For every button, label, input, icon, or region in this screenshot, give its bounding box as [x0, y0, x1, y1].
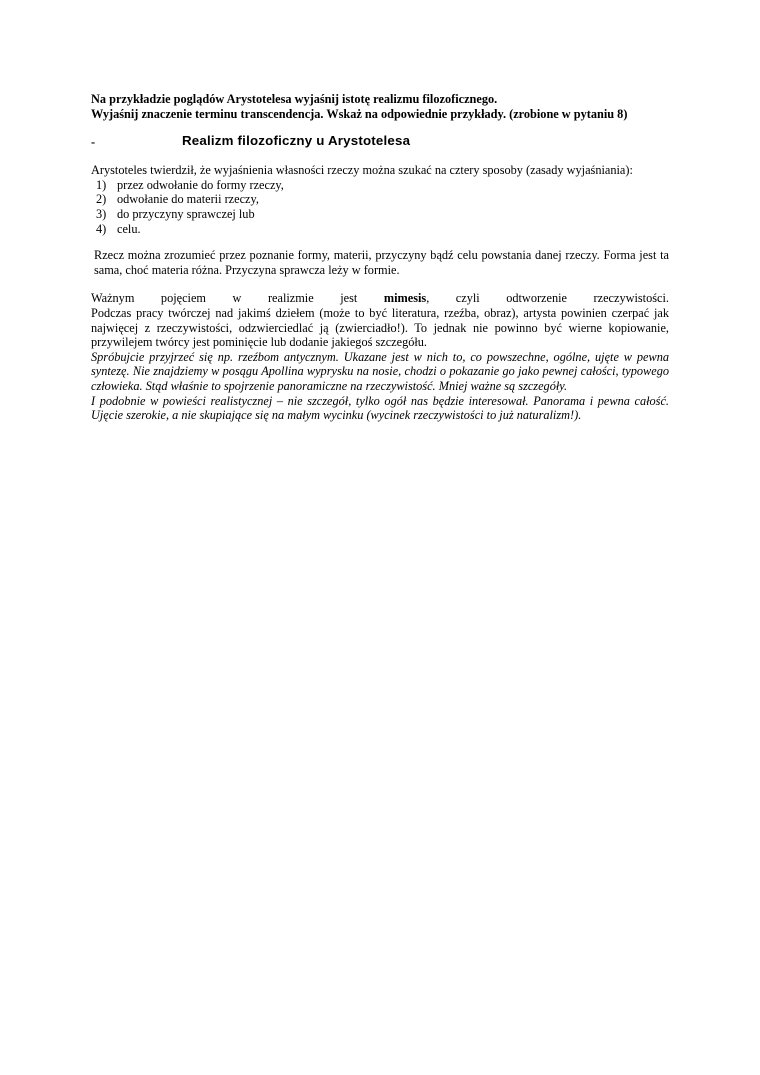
intro-paragraph: Arystoteles twierdził, że wyjaśnienia własności rzeczy można szukać na cztery sposoby (zasady wyjaśniania): [91, 163, 633, 178]
list-number: 3) [96, 206, 107, 221]
question-1: Na przykładzie poglądów Arystotelesa wyjaśnij istotę realizmu filozoficznego. [91, 92, 498, 106]
document-page [91, 92, 669, 423]
italic-paragraph-2: I podobnie w powieści realistycznej – nie szczegół, tylko ogół nas będzie interesował. Panorama i pewna całość. Ujęcie szerokie, a nie skupiające się na małym wycinku (wycinek rzeczywistości to już naturalizm!). [91, 393, 669, 423]
list-item [91, 222, 669, 237]
heading-dash: - [91, 135, 96, 150]
question-2: Wyjaśnij znaczenie terminu transcendencja. Wskaż na odpowiednie przykłady. (zrobione w pytaniu 8) [91, 106, 628, 121]
mimesis-lead-after: , czyli odtworzenie rzeczywistości. [426, 291, 669, 306]
mimesis-lead-before: Ważnym pojęciem w realizmie jest [91, 291, 384, 306]
list-text: odwołanie do materii rzeczy, [117, 192, 259, 207]
list-item [91, 207, 669, 222]
list-text: do przyczyny sprawczej lub [117, 206, 255, 221]
mimesis-paragraph [91, 291, 669, 422]
section-heading [91, 135, 669, 151]
list-number: 2) [96, 192, 107, 207]
rzecz-paragraph: Rzecz można zrozumieć przez poznanie formy, materii, przyczyny bądź celu powstania danej rzeczy. Forma jest ta sama, choć materia różna. Przyczyna sprawcza leży w formie. [94, 248, 669, 277]
list-text: przez odwołanie do formy rzeczy, [117, 177, 284, 192]
list-item [91, 178, 669, 193]
mimesis-term: mimesis [383, 291, 427, 306]
list-item [91, 192, 669, 207]
principles-list [91, 178, 669, 236]
mimesis-lead-line [91, 291, 669, 306]
italic-paragraph-1: Spróbujcie przyjrzeć się np. rzeźbom antycznym. Ukazane jest w nich to, co powszechne, ogólne, ujęte w pewna syntezę. Nie znajdziemy w posągu Apollina wyprysku na nosie, chodzi o pokazanie go jako pewnej całości, typowego człowieka. Stąd właśnie to spojrzenie panoramiczne na rzeczywistość. Mniej ważne są szczegóły. [91, 349, 669, 393]
mimesis-body: Podczas pracy twórczej nad jakimś dziełem (może to być literatura, rzeźba, obraz), artysta powinien czerpać jak najwięcej z rzeczywistości, odzwierciedlać ją (zwierciadło!). To jednak nie powinno być wierne kopiowanie, przywilejem twórcy jest pominięcie lub dodanie jakiegoś szczegółu. [91, 305, 669, 350]
heading-title: Realizm filozoficzny u Arystotelesa [182, 133, 411, 149]
list-text: celu. [117, 221, 141, 236]
list-number: 4) [96, 221, 107, 236]
list-number: 1) [96, 177, 107, 192]
